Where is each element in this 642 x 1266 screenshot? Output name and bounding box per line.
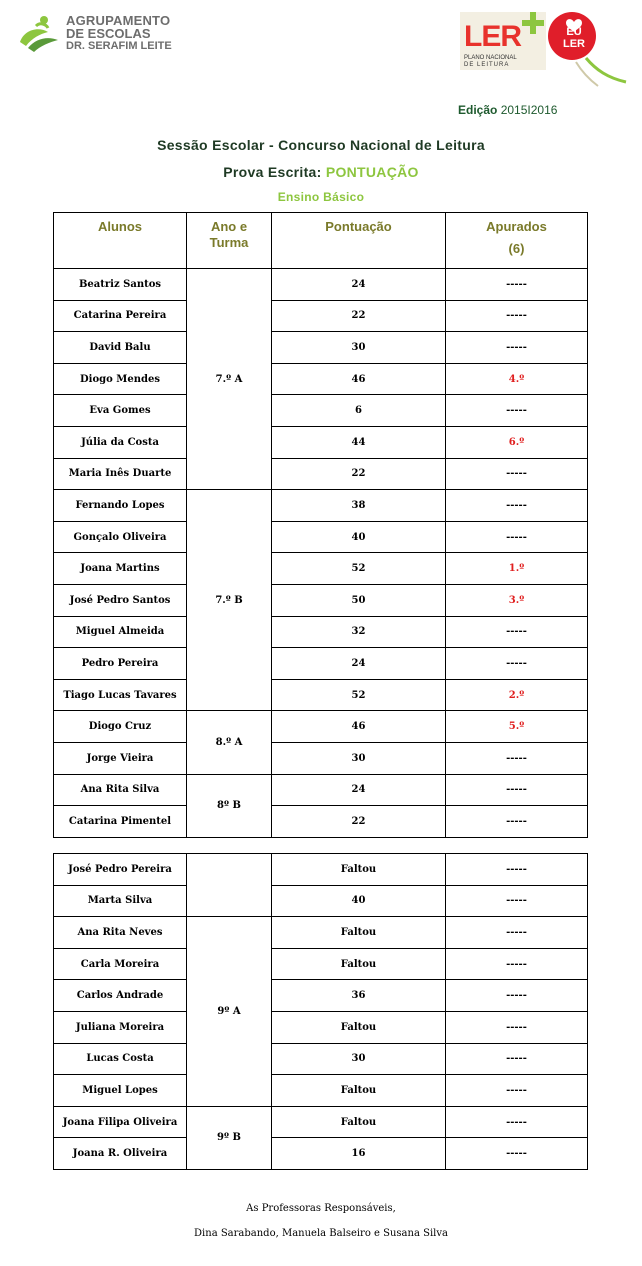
score: 52: [272, 679, 446, 711]
qualified-rank: 3.º: [446, 584, 588, 616]
footer-teachers: Dina Sarabando, Manuela Balseiro e Susana Silva: [194, 1228, 448, 1239]
table-row: [54, 854, 588, 886]
student-name: Juliana Moreira: [54, 1011, 187, 1043]
school-name-line3: DR. SERAFIM LEITE: [66, 40, 172, 52]
qualified-rank: -----: [446, 980, 588, 1012]
score: 44: [272, 426, 446, 458]
qualified-rank: -----: [446, 458, 588, 490]
student-name: Eva Gomes: [54, 395, 187, 427]
student-name: José Pedro Santos: [54, 584, 187, 616]
score: Faltou: [272, 1106, 446, 1138]
score: 30: [272, 1043, 446, 1075]
table-row: [54, 711, 588, 743]
table-row: [54, 1043, 588, 1075]
class-turma: [187, 854, 272, 917]
qualified-rank: 6.º: [446, 426, 588, 458]
table-1-body: [54, 269, 588, 838]
student-name: Joana R. Oliveira: [54, 1138, 187, 1170]
plus-icon: [522, 12, 544, 34]
student-name: Joana Filipa Oliveira: [54, 1106, 187, 1138]
score: 36: [272, 980, 446, 1012]
table-row: [54, 395, 588, 427]
score: 52: [272, 553, 446, 585]
results-table-1: [53, 212, 588, 838]
table-row: [54, 648, 588, 680]
qualified-rank: -----: [446, 806, 588, 838]
score: 46: [272, 711, 446, 743]
class-turma: 7.º B: [187, 490, 272, 711]
score: 22: [272, 458, 446, 490]
qualified-rank: 1.º: [446, 553, 588, 585]
table-row: [54, 521, 588, 553]
edition: [458, 103, 557, 117]
student-name: Ana Rita Silva: [54, 774, 187, 806]
qualified-rank: -----: [446, 774, 588, 806]
table-row: [54, 616, 588, 648]
qualified-rank: -----: [446, 885, 588, 917]
table-row: [54, 1106, 588, 1138]
student-name: Júlia da Costa: [54, 426, 187, 458]
ler-logo: LER PLANO NACIONAL DE LEITURA: [460, 12, 546, 70]
qualified-rank: -----: [446, 1075, 588, 1107]
score: 24: [272, 774, 446, 806]
table-row: [54, 917, 588, 949]
class-turma: 8.º A: [187, 711, 272, 774]
qualified-rank: -----: [446, 742, 588, 774]
page-title: Sessão Escolar - Concurso Nacional de Leitura: [157, 137, 485, 153]
score: 30: [272, 742, 446, 774]
score: 46: [272, 363, 446, 395]
class-turma: 7.º A: [187, 269, 272, 490]
table-header-row: [54, 213, 588, 269]
qualified-rank: -----: [446, 1106, 588, 1138]
results-table-2: [53, 853, 588, 1170]
student-name: Catarina Pereira: [54, 300, 187, 332]
class-turma: 9º B: [187, 1106, 272, 1169]
student-name: Jorge Vieira: [54, 742, 187, 774]
table-row: [54, 553, 588, 585]
qualified-rank: -----: [446, 1043, 588, 1075]
student-name: Beatriz Santos: [54, 269, 187, 301]
student-name: Gonçalo Oliveira: [54, 521, 187, 553]
leaf-person-icon: [14, 12, 64, 58]
header-pontuacao: Pontuação: [272, 213, 446, 269]
student-name: Joana Martins: [54, 553, 187, 585]
qualified-rank: -----: [446, 521, 588, 553]
reading-logos: LER PLANO NACIONAL DE LEITURA EU LER: [460, 10, 635, 88]
score: 40: [272, 885, 446, 917]
table-row: [54, 490, 588, 522]
qualified-rank: -----: [446, 269, 588, 301]
student-name: Pedro Pereira: [54, 648, 187, 680]
qualified-rank: 2.º: [446, 679, 588, 711]
score: 16: [272, 1138, 446, 1170]
student-name: José Pedro Pereira: [54, 854, 187, 886]
table-row: [54, 774, 588, 806]
student-name: Miguel Lopes: [54, 1075, 187, 1107]
score: 50: [272, 584, 446, 616]
qualified-rank: -----: [446, 300, 588, 332]
score: Faltou: [272, 1075, 446, 1107]
qualified-rank: -----: [446, 616, 588, 648]
edition-value: 2015I2016: [500, 103, 558, 117]
qualified-rank: 5.º: [446, 711, 588, 743]
table-row: [54, 363, 588, 395]
qualified-rank: -----: [446, 948, 588, 980]
qualified-rank: -----: [446, 1138, 588, 1170]
table-row: [54, 332, 588, 364]
score: 22: [272, 806, 446, 838]
qualified-rank: -----: [446, 917, 588, 949]
header-alunos: Alunos: [54, 213, 187, 269]
student-name: Tiago Lucas Tavares: [54, 679, 187, 711]
qualified-rank: -----: [446, 854, 588, 886]
qualified-rank: 4.º: [446, 363, 588, 395]
table-row: [54, 458, 588, 490]
student-name: Maria Inês Duarte: [54, 458, 187, 490]
student-name: Catarina Pimentel: [54, 806, 187, 838]
table-row: [54, 679, 588, 711]
subtitle-highlight: PONTUAÇÃO: [325, 164, 419, 180]
student-name: Diogo Mendes: [54, 363, 187, 395]
subtitle-prefix: Prova Escrita:: [223, 164, 322, 180]
table-row: [54, 806, 588, 838]
student-name: David Balu: [54, 332, 187, 364]
student-name: Ana Rita Neves: [54, 917, 187, 949]
student-name: Carlos Andrade: [54, 980, 187, 1012]
score: 24: [272, 648, 446, 680]
score: Faltou: [272, 854, 446, 886]
student-name: Fernando Lopes: [54, 490, 187, 522]
student-name: Marta Silva: [54, 885, 187, 917]
score: 24: [272, 269, 446, 301]
table-row: [54, 269, 588, 301]
qualified-rank: -----: [446, 1011, 588, 1043]
qualified-rank: -----: [446, 490, 588, 522]
table-2-body: [54, 854, 588, 1170]
score: 32: [272, 616, 446, 648]
student-name: Miguel Almeida: [54, 616, 187, 648]
table-row: [54, 948, 588, 980]
score: 6: [272, 395, 446, 427]
class-turma: 9º A: [187, 917, 272, 1107]
score: 22: [272, 300, 446, 332]
score: Faltou: [272, 1011, 446, 1043]
header-ano-turma: Ano e Turma: [187, 213, 272, 269]
student-name: Diogo Cruz: [54, 711, 187, 743]
table-row: [54, 742, 588, 774]
school-logo: [14, 12, 184, 62]
table-row: [54, 1138, 588, 1170]
footer-signature-label: As Professoras Responsáveis,: [246, 1203, 396, 1214]
table-row: [54, 426, 588, 458]
edition-label: Edição: [458, 103, 498, 117]
qualified-rank: -----: [446, 395, 588, 427]
student-name: Lucas Costa: [54, 1043, 187, 1075]
table-row: [54, 1011, 588, 1043]
table-row: [54, 885, 588, 917]
table-row: [54, 300, 588, 332]
score: Faltou: [272, 917, 446, 949]
score: 30: [272, 332, 446, 364]
score: 38: [272, 490, 446, 522]
qualified-rank: -----: [446, 648, 588, 680]
score: Faltou: [272, 948, 446, 980]
school-name-line1: AGRUPAMENTO: [66, 13, 171, 28]
class-turma: 8º B: [187, 774, 272, 837]
table-row: [54, 1075, 588, 1107]
page-subtitle: [0, 164, 642, 180]
table-row: [54, 980, 588, 1012]
score: 40: [272, 521, 446, 553]
student-name: Carla Moreira: [54, 948, 187, 980]
header-apurados: Apurados (6): [446, 213, 588, 269]
school-name-line2: DE ESCOLAS: [66, 26, 151, 41]
table-row: [54, 584, 588, 616]
qualified-rank: -----: [446, 332, 588, 364]
level-title: Ensino Básico: [277, 190, 365, 204]
